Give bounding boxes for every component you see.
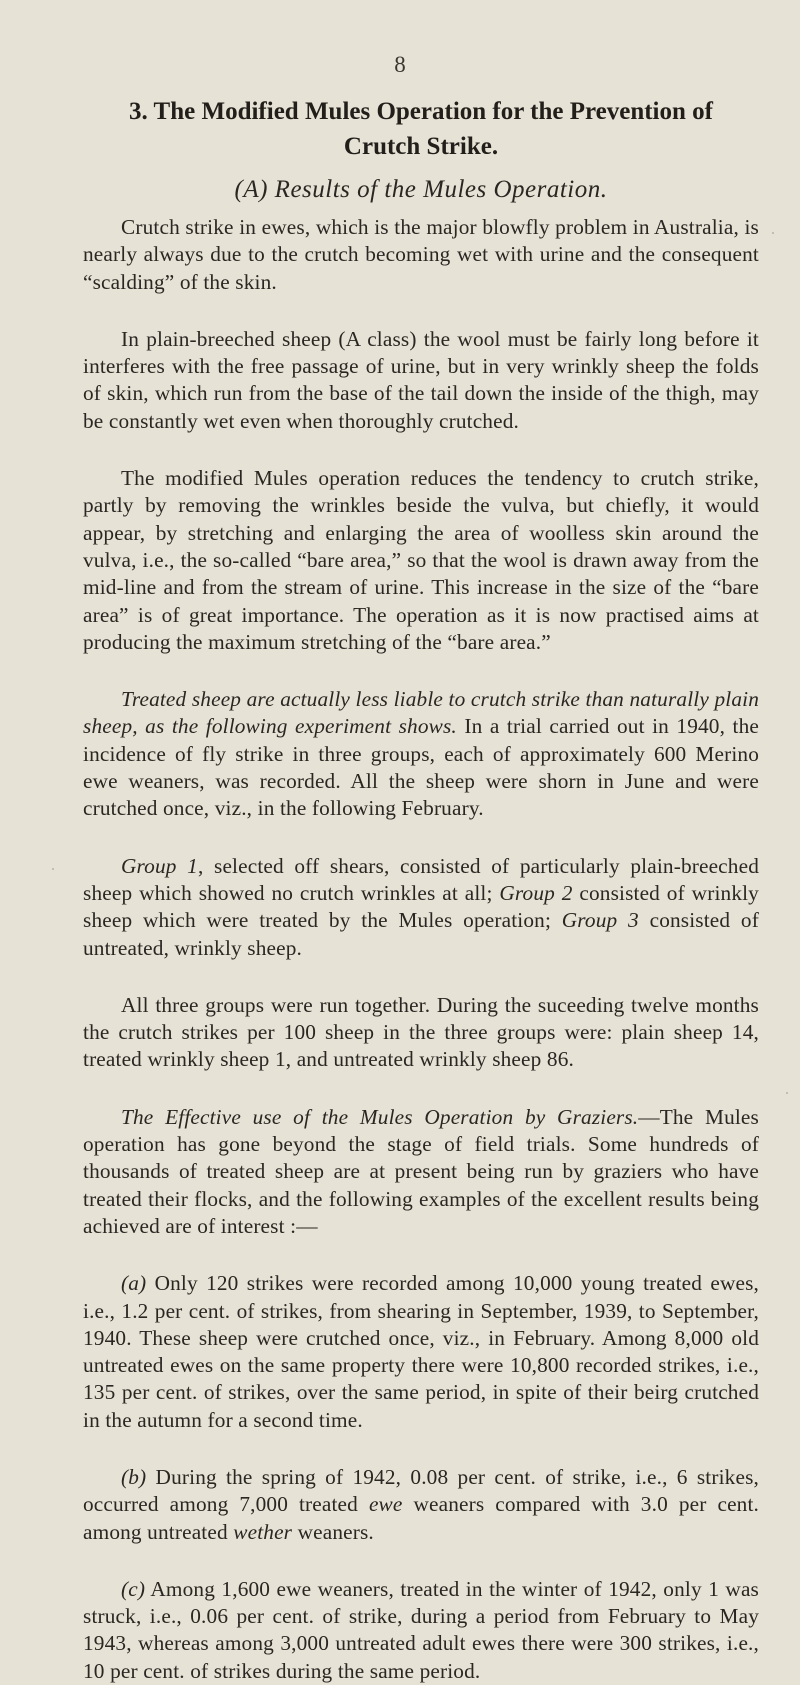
paragraph-example-b: [83, 1464, 759, 1546]
group-2-label: Group 2: [499, 880, 573, 905]
paragraph-text: —The Mules operation has gone beyond the stage of field trials. Some hundreds of thousands of treated sheep are at present being run by graziers who have treated their flocks, and the following examples of the excellent results being achieved are of interest :—: [83, 1104, 759, 1238]
example-label-b: (b): [121, 1464, 147, 1489]
paragraph-lead-italic: The Effective use of the Mules Operation by Graziers.: [121, 1104, 639, 1129]
paragraph-groups: [83, 853, 759, 962]
example-label-c: (c): [121, 1576, 146, 1601]
wether-italic: wether: [233, 1519, 293, 1544]
paragraph-text: Among 1,600 ewe weaners, treated in the winter of 1942, only 1 was struck, i.e., 0.06 per cent. of strike, during a period from February to May 1943, whereas among 3,000 untreated adult ewes there were 300 strikes, i.e., 10 per cent. of strikes during the same period.: [83, 1576, 759, 1683]
paragraph-lead-italic: Treated sheep are actually less liable to crutch strike than naturally plain sheep, as the following experiment shows.: [83, 687, 759, 739]
paragraph-text: Only 120 strikes were recorded among 10,000 young treated ewes, i.e., 1.2 per cent. of strikes, from shearing in September, 1939, to September, 1940. These sheep were crutched once, viz., in February. Among 8,000 old untreated ewes on the same property there were 10,800 recorded strikes, i.e., 135 per cent. of strikes, over the same period, in spite of their beirg crutched in the autumn for a second time.: [83, 1271, 759, 1432]
paragraph-effective-use: [83, 1104, 759, 1240]
paragraph-crutch-strike-intro: Crutch strike in ewes, which is the major blowfly problem in Australia, is nearly always due to the crutch becoming wet with urine and the consequent “scalding” of the skin.: [83, 215, 759, 294]
example-label-a: (a): [121, 1271, 147, 1296]
paragraph-text: weaners.: [292, 1519, 374, 1544]
scan-speck: [786, 1092, 788, 1094]
group-3-label: Group 3: [561, 908, 639, 933]
paragraph-text: weaners compared with 3.0 per cent. among untreated: [83, 1492, 760, 1544]
scan-speck: [772, 232, 774, 234]
paragraph-modified-operation: The modified Mules operation reduces the tendency to crutch strike, partly by removing the wrinkles beside the vulva, but chiefly, it would appear, by stretching and enlarging the area of woolless skin around the vulva, i.e., the so-called “bare area,” so that the wool is drawn away from the mid-line and from the stream of urine. This increase in the size of the “bare area” is of great importance. The operation as it is now practised aims at producing the maximum stretching of the “bare area.”: [83, 466, 759, 654]
section-title: [83, 94, 759, 164]
page-number: 8: [394, 52, 406, 77]
section-title-line1: 3. The Modified Mules Operation for the Prevention of: [129, 98, 713, 125]
paragraph-treated-sheep-experiment: [83, 686, 759, 822]
section-title-line2: Crutch Strike.: [343, 133, 499, 160]
paragraph-plain-breeched: In plain-breeched sheep (A class) the wool must be fairly long before it interferes with the free passage of urine, but in very wrinkly sheep the folds of skin, which run from the base of the tail down the inside of the thigh, may be constantly wet even when thoroughly crutched.: [83, 326, 759, 433]
paragraph-text: , selected off shears, consisted of particularly plain-breeched sheep which showed no crutch wrinkles at all;: [83, 853, 759, 905]
group-1-label: Group 1: [121, 853, 198, 878]
ewe-italic: ewe: [368, 1492, 403, 1517]
paragraph-example-a: [83, 1270, 759, 1434]
subsection-heading: (A) Results of the Mules Operation.: [234, 176, 608, 203]
paragraph-text: consisted of untreated, wrinkly sheep.: [83, 908, 759, 960]
paragraph-text: In a trial carried out in 1940, the incidence of fly strike in three groups, each of approximately 600 Merino ewe weaners, was recorded. All the sheep were shorn in June and were crutched once, viz., in the following February.: [83, 714, 759, 821]
paragraph-results: All three groups were run together. During the suceeding twelve months the crutch strikes per 100 sheep in the three groups were: plain sheep 14, treated wrinkly sheep 1, and untreated wrinkly sheep 86.: [83, 992, 759, 1072]
scan-speck: [52, 868, 54, 870]
paragraph-text: consisted of wrinkly sheep which were treated by the Mules operation;: [83, 880, 759, 933]
paragraph-text: During the spring of 1942, 0.08 per cent. of strike, i.e., 6 strikes, occurred among 7,000 treated: [83, 1464, 759, 1517]
document-body: [83, 94, 759, 1685]
paragraph-example-c: [83, 1576, 759, 1685]
